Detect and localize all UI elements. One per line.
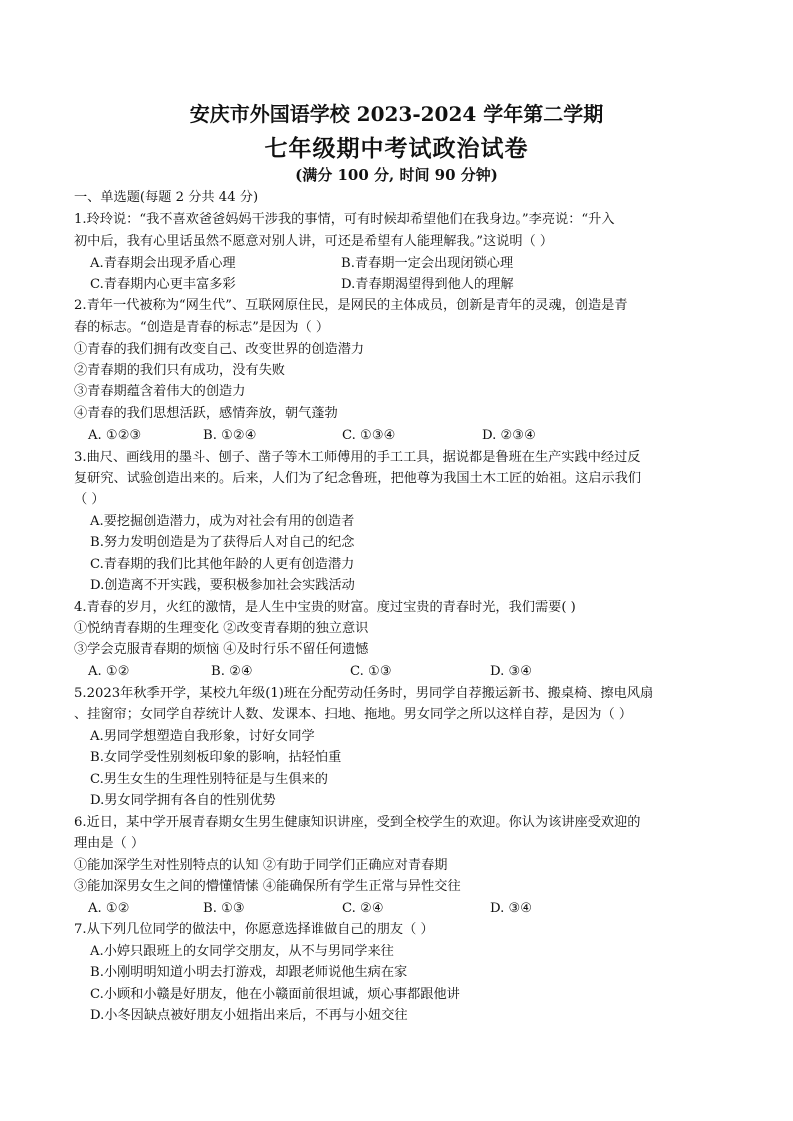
- q6-option-a: A. ①②: [88, 901, 130, 916]
- q4-stem-line: 4.青春的岁月，火红的激情，是人生中宝贵的财富。度过宝贵的青春时光，我们需要( ): [74, 600, 576, 615]
- q4-option-c: C. ①③: [350, 664, 392, 679]
- q7-option-a: A.小婷只跟班上的女同学交朋友，从不与男同学来往: [90, 944, 394, 959]
- q1-option-b: B.青春期一定会出现闭锁心理: [341, 256, 514, 271]
- q4-option-a: A. ①②: [88, 664, 130, 679]
- q2-statement-3: ③青春期蕴含着伟大的创造力: [74, 384, 246, 399]
- q5-option-b: B.女同学受性别刻板印象的影响，拈轻怕重: [90, 750, 342, 765]
- exam-info: (满分 100 分, 时间 90 分钟): [295, 166, 498, 184]
- q2-option-c: C. ①③④: [342, 428, 396, 443]
- q3-option-a: A.要挖掘创造潜力，成为对社会有用的创造者: [90, 514, 355, 529]
- q5-option-c: C.男生女生的生理性别特征是与生俱来的: [90, 772, 328, 787]
- q7-stem-line: 7.从下列几位同学的做法中，你愿意选择谁做自己的朋友（ ）: [74, 922, 434, 937]
- school-title: 安庆市外国语学校 2023-2024 学年第二学期: [189, 102, 604, 126]
- q6-option-c: C. ②④: [342, 901, 384, 916]
- q7-option-d: D.小冬因缺点被好朋友小妞指出来后，不再与小妞交往: [90, 1008, 408, 1023]
- q5-option-a: A.男同学想塑造自我形象，讨好女同学: [90, 729, 315, 744]
- q5-stem-line: 、挂窗帘；女同学自荐统计人数、发课本、扫地、拖地。男女同学之所以这样自荐，是因为（ ）: [74, 707, 633, 722]
- q2-stem-line: 2.青年一代被称为“网生代”、互联网原住民，是网民的主体成员，创新是青年的灵魂，创造是青: [74, 298, 628, 313]
- q3-option-b: B.努力发明创造是为了获得后人对自己的纪念: [90, 535, 355, 550]
- q1-option-d: D.青春期渴望得到他人的理解: [341, 277, 514, 292]
- q4-option-b: B. ②④: [211, 664, 253, 679]
- q6-stem-line: 6.近日，某中学开展青春期女生男生健康知识讲座，受到全校学生的欢迎。你认为该讲座受欢迎的: [74, 815, 641, 830]
- q6-stem-line: 理由是（ ）: [74, 836, 145, 851]
- q1-option-a: A.青春期会出现矛盾心理: [90, 256, 236, 271]
- q5-stem-line: 5.2023年秋季开学，某校九年级(1)班在分配劳动任务时，男同学自荐搬运新书、搬桌椅、擦电风扇: [74, 686, 654, 701]
- exam-title: 七年级期中考试政治试卷: [264, 135, 529, 162]
- q3-stem-line: （ ）: [74, 492, 105, 507]
- q2-stem-line: 春的标志。“创造是青春的标志”是因为（ ）: [74, 320, 330, 335]
- q2-statement-2: ②青春期的我们只有成功，没有失败: [74, 363, 285, 378]
- q7-option-b: B.小刚明明知道小明去打游戏，却跟老师说他生病在家: [90, 965, 408, 980]
- q1-option-c: C.青春期内心更丰富多彩: [90, 277, 236, 292]
- q7-option-c: C.小顾和小赣是好朋友，他在小赣面前很坦诚，烦心事都跟他讲: [90, 987, 460, 1002]
- q3-stem-line: 3.曲尺、画线用的墨斗、刨子、凿子等木工师傅用的手工工具，据说都是鲁班在生产实践中经过反: [74, 450, 641, 465]
- q1-stem-line: 1.玲玲说：“我不喜欢爸爸妈妈干涉我的事情，可有时候却希望他们在我身边。”李亮说：“升入: [74, 212, 615, 227]
- q2-statement-4: ④青春的我们思想活跃，感情奔放，朝气蓬勃: [74, 406, 338, 421]
- q5-option-d: D.男女同学拥有各自的性别优势: [90, 793, 276, 808]
- q4-statements-1: ①悦纳青春期的生理变化 ②改变青春期的独立意识: [74, 621, 369, 636]
- q6-statements-2: ③能加深男女生之间的懵懂情愫 ④能确保所有学生正常与异性交往: [74, 879, 461, 894]
- q3-option-d: D.创造离不开实践，要积极参加社会实践活动: [90, 578, 355, 593]
- q6-statements-1: ①能加深学生对性别特点的认知 ②有助于同学们正确应对青春期: [74, 858, 448, 873]
- q2-statement-1: ①青春的我们拥有改变自己、改变世界的创造潜力: [74, 342, 365, 357]
- q6-option-b: B. ①③: [203, 901, 245, 916]
- q4-statements-2: ③学会克服青春期的烦恼 ④及时行乐不留任何遗憾: [74, 642, 369, 657]
- q2-option-a: A. ①②③: [88, 428, 142, 443]
- q4-option-d: D. ③④: [490, 664, 533, 679]
- section-title: 一、单选题(每题 2 分共 44 分): [74, 190, 259, 205]
- q3-option-c: C.青春期的我们比其他年龄的人更有创造潜力: [90, 557, 355, 572]
- q3-stem-line: 复研究、试验创造出来的。后来，人们为了纪念鲁班，把他尊为我国土木工匠的始祖。这启示我们: [74, 471, 642, 486]
- q2-option-d: D. ②③④: [482, 428, 536, 443]
- q6-option-d: D. ③④: [490, 901, 533, 916]
- q1-stem-line: 初中后，我有心里话虽然不愿意对别人讲，可还是希望有人能理解我。”这说明（ ）: [74, 234, 554, 249]
- q2-option-b: B. ①②④: [203, 428, 257, 443]
